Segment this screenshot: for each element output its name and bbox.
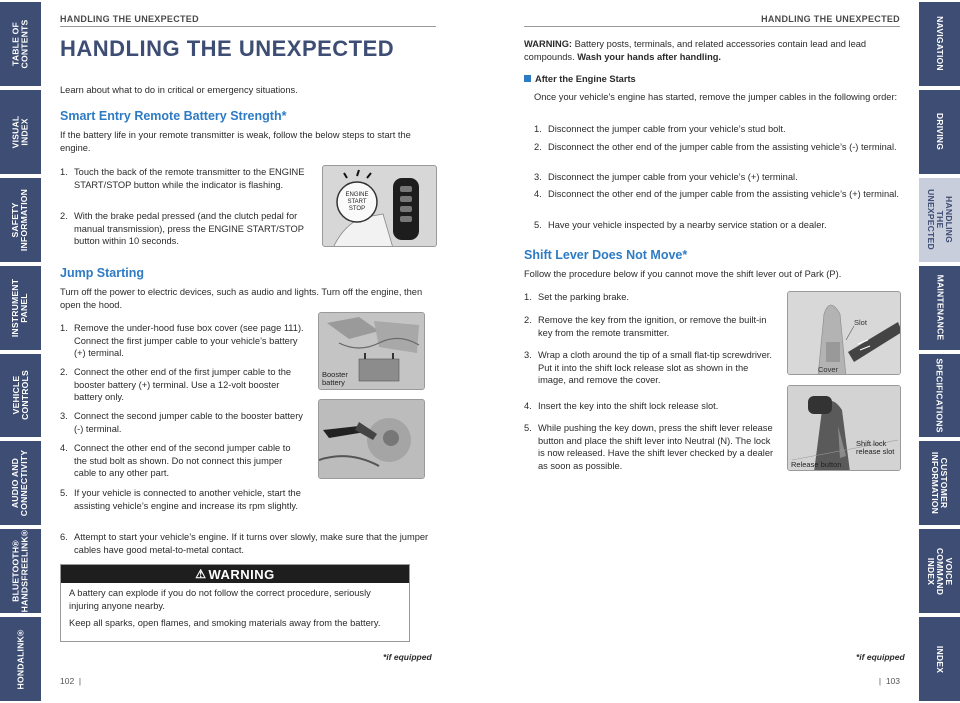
- slot-label: Slot: [854, 318, 867, 327]
- warning-text-2: Keep all sparks, open flames, and smoking materials away from the battery.: [69, 618, 381, 628]
- tab-vehicle-controls[interactable]: VEHICLE CONTROLS: [0, 354, 41, 438]
- shift-step-3: 3. Wrap a cloth around the tip of a small flat-tip screwdriver. Put it into the shift lock release slot as shown in the image, and remove the cover.: [524, 350, 772, 385]
- tab-driving[interactable]: DRIVING: [919, 90, 960, 174]
- smart-entry-step-1: 1. Touch the back of the remote transmitter to the ENGINE START/STOP button while the indicator is flashing.: [60, 167, 305, 190]
- smart-entry-body: If the battery life in your remote transmitter is weak, follow the below steps to start the engine.: [60, 130, 411, 153]
- footnote-right: *if equipped: [856, 652, 905, 662]
- tab-index[interactable]: INDEX: [919, 617, 960, 701]
- release-button-label: Release button: [791, 460, 842, 469]
- smart-entry-step-2: 2. With the brake pedal pressed (and the clutch pedal for manual transmission), press the ENGINE START/STOP button within 10 seconds.: [60, 211, 304, 246]
- shift-lever-heading: Shift Lever Does Not Move*: [524, 248, 688, 262]
- stud-bolt-illustration: [318, 399, 425, 479]
- tab-hondalink[interactable]: HONDALINK®: [0, 617, 41, 701]
- after-start-body: Once your vehicle’s engine has started, remove the jumper cables in the following order:: [534, 92, 898, 102]
- after-start-heading: After the Engine Starts: [524, 74, 636, 84]
- page-number-right: | 103: [878, 676, 900, 686]
- tab-specifications[interactable]: SPECIFICATIONS: [919, 354, 960, 438]
- warning-banner: ⚠ WARNING: [61, 565, 409, 583]
- page-title: HANDLING THE UNEXPECTED: [60, 36, 395, 61]
- shift-lock-cover-illustration: [787, 291, 901, 375]
- jump-step-1: 1. Remove the under-hood fuse box cover (see page 111). Connect the first jumper cable to your vehicle’s battery (+) terminal.: [60, 323, 304, 358]
- jump-starting-body: Turn off the power to electric devices, such as audio and lights. Turn off the engine, then open the hood.: [60, 287, 423, 310]
- after-start-step-2: 2. Disconnect the other end of the jumper cable from the assisting vehicle’s (-) terminal.: [534, 142, 897, 152]
- tab-safety-information[interactable]: SAFETY INFORMATION: [0, 178, 41, 262]
- left-side-tabs: [0, 0, 41, 703]
- booster-battery-illustration: [318, 312, 425, 390]
- warning-triangle-icon: ⚠: [195, 567, 207, 581]
- remote-transmitter-illustration: [322, 165, 437, 247]
- jump-step-6: 6. Attempt to start your vehicle’s engine. If it turns over slowly, make sure that the jumper cables have good metal-to-metal contact.: [60, 532, 429, 555]
- booster-battery-label: Booster battery: [322, 370, 348, 387]
- running-header-right: HANDLING THE UNEXPECTED: [761, 14, 900, 24]
- jump-step-5: 5. If your vehicle is connected to another vehicle, start the assisting vehicle’s engine and increase its rpm slightly.: [60, 488, 301, 511]
- page-number-left: 102 |: [60, 676, 82, 686]
- tab-bluetooth-handsfreelink[interactable]: BLUETOOTH® HANDSFREELINK®: [0, 529, 41, 613]
- tab-visual-index[interactable]: VISUAL INDEX: [0, 90, 41, 174]
- shift-step-4: 4. Insert the key into the shift lock release slot.: [524, 401, 719, 411]
- jump-step-4: 4. Connect the other end of the second jumper cable to the stud bolt as shown. Do not connect this jumper cable to any other part.: [60, 443, 291, 478]
- after-start-step-1: 1. Disconnect the jumper cable from your vehicle’s stud bolt.: [534, 124, 786, 134]
- shift-step-1: 1. Set the parking brake.: [524, 292, 629, 302]
- running-header-left: HANDLING THE UNEXPECTED: [60, 14, 199, 24]
- tab-maintenance[interactable]: MAINTENANCE: [919, 266, 960, 350]
- tab-instrument-panel[interactable]: INSTRUMENT PANEL: [0, 266, 41, 350]
- header-rule-right: [524, 26, 900, 27]
- battery-warning-box: [60, 564, 410, 642]
- after-start-step-3: 3. Disconnect the jumper cable from your vehicle’s (+) terminal.: [534, 172, 798, 182]
- tab-customer-information[interactable]: CUSTOMER INFORMATION: [919, 441, 960, 525]
- shift-step-5: 5. While pushing the key down, press the shift lever release button and place the shift lever into Neutral (N). The lock is now released. Have the shift lever checked by a dealer as soon as possible.: [524, 423, 774, 471]
- after-start-step-4: 4. Disconnect the other end of the jumper cable from the assisting vehicle’s (+) terminal.: [534, 189, 899, 199]
- jump-starting-heading: Jump Starting: [60, 266, 145, 280]
- after-start-step-5: 5. Have your vehicle inspected by a nearby service station or a dealer.: [534, 220, 827, 230]
- engine-button-text-3: STOP: [348, 206, 366, 212]
- tab-navigation[interactable]: NAVIGATION: [919, 2, 960, 86]
- warning-text-1: A battery can explode if you do not follow the correct procedure, seriously injuring anyone nearby.: [69, 588, 371, 611]
- tab-handling-the-unexpected[interactable]: HANDLING THE UNEXPECTED: [919, 178, 960, 262]
- smart-entry-heading: Smart Entry Remote Battery Strength*: [60, 109, 287, 123]
- lead-warning-text: WARNING: Battery posts, terminals, and related accessories contain lead and lead compounds. Wash your hands after handling.: [524, 39, 867, 62]
- shift-lock-release-slot-label: Shift lock release slot: [856, 439, 895, 456]
- tab-audio-connectivity[interactable]: AUDIO AND CONNECTIVITY: [0, 441, 41, 525]
- intro-text: Learn about what to do in critical or emergency situations.: [60, 85, 298, 95]
- footnote-left: *if equipped: [383, 652, 432, 662]
- shift-lever-body: Follow the procedure below if you cannot move the shift lever out of Park (P).: [524, 269, 842, 279]
- tab-table-of-contents[interactable]: TABLE OF CONTENTS: [0, 2, 41, 86]
- right-side-tabs: [919, 0, 960, 703]
- jump-step-3: 3. Connect the second jumper cable to the booster battery (-) terminal.: [60, 411, 303, 434]
- engine-button-text-2: START: [347, 199, 367, 205]
- engine-button-text-1: ENGINE: [345, 192, 369, 198]
- cover-label: Cover: [818, 365, 839, 374]
- section-square-icon: [524, 75, 531, 82]
- tab-voice-command-index[interactable]: VOICE COMMAND INDEX: [919, 529, 960, 613]
- jump-step-2: 2. Connect the other end of the first jumper cable to the booster battery (+) terminal. Use a 12-volt booster battery only.: [60, 367, 292, 402]
- shift-lock-release-illustration: [787, 385, 901, 471]
- header-rule-left: [60, 26, 436, 27]
- shift-step-2: 2. Remove the key from the ignition, or remove the built-in key from the remote transmitter.: [524, 315, 767, 338]
